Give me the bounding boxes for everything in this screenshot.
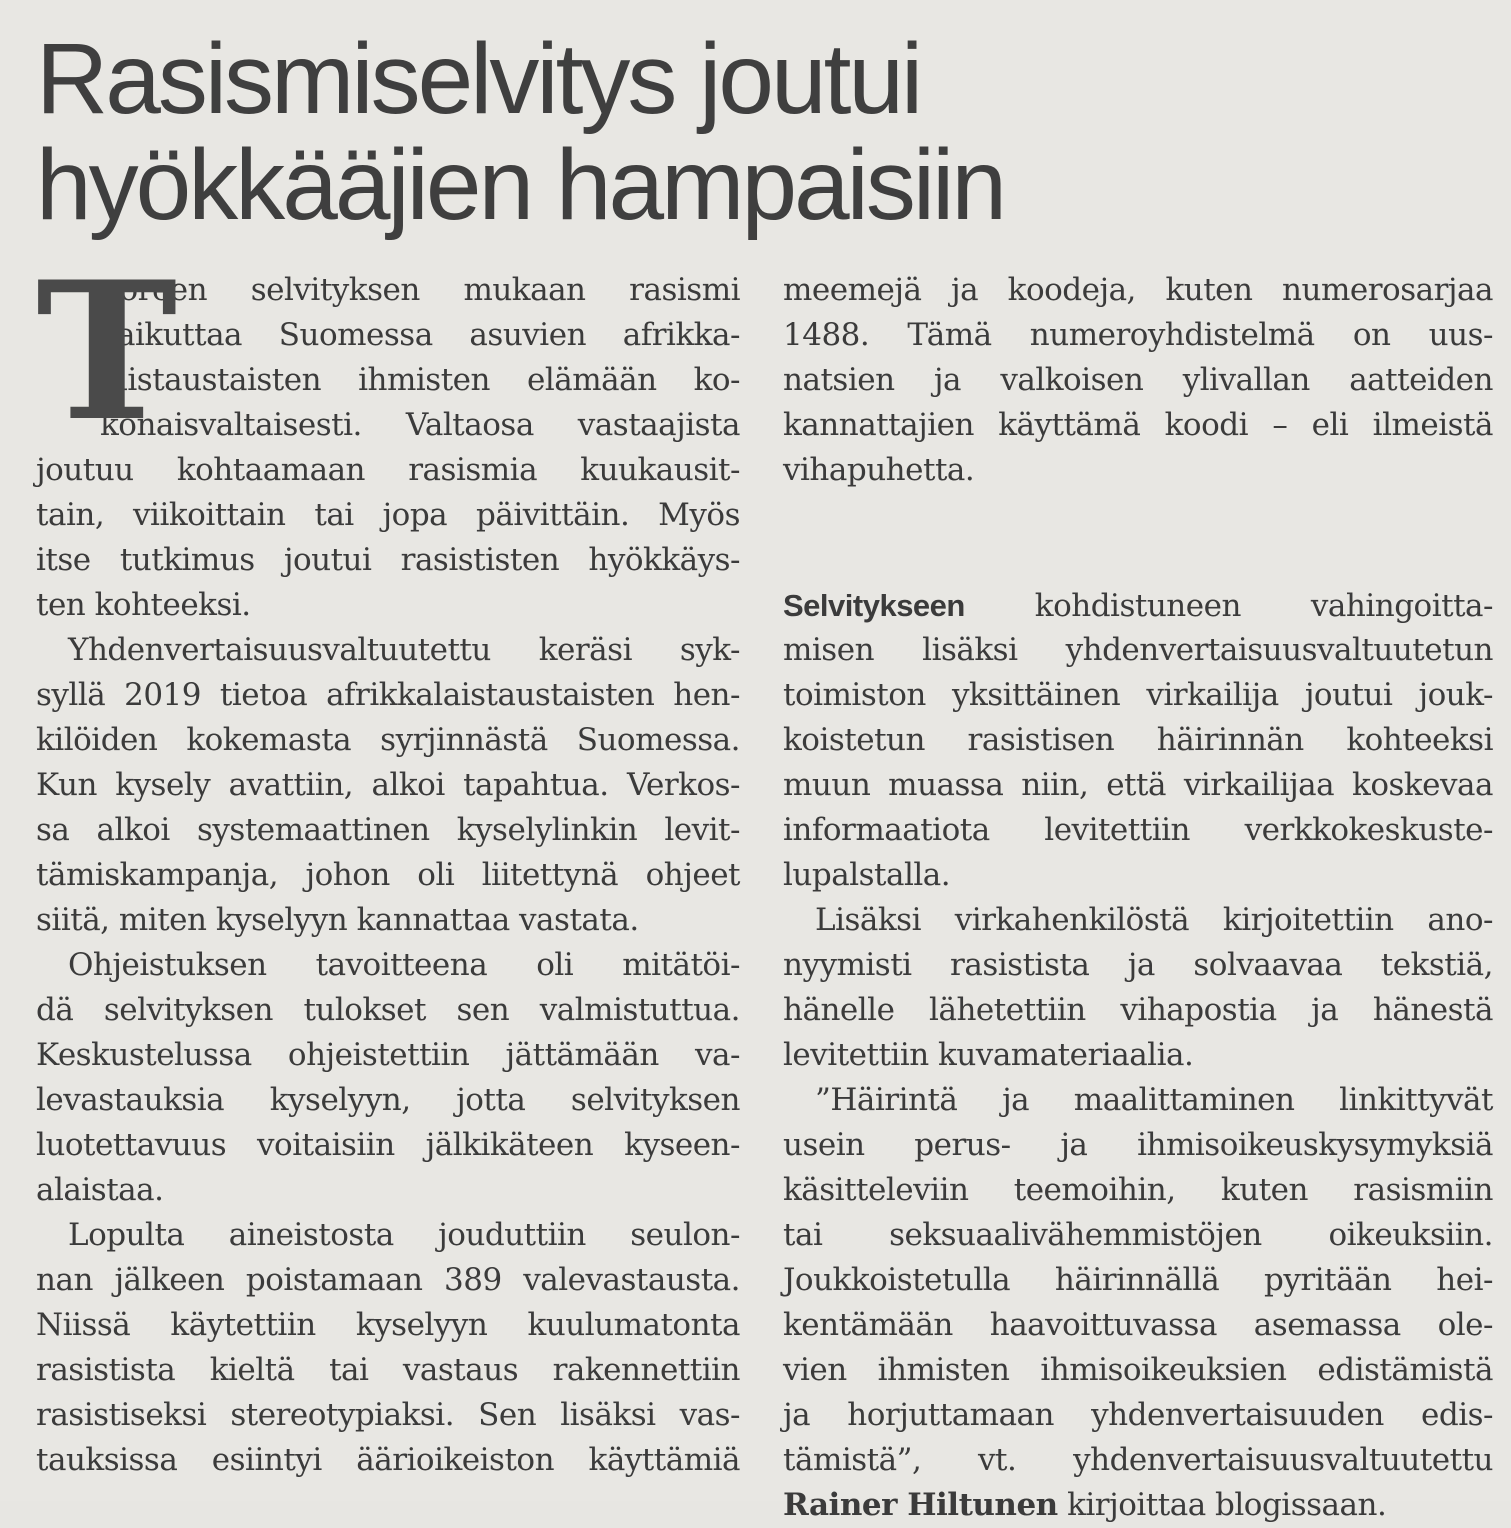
headline-line-2: hyökkääjien hampaisiin (36, 129, 1004, 241)
text-line: levastauksia kyselyyn, jotta selvityksen (36, 1082, 740, 1118)
headline (36, 23, 1004, 241)
text-line: Lisäksi virkahenkilöstä kirjoitettiin ano- (815, 902, 1493, 938)
text-line (783, 583, 1493, 628)
text-line: Keskustelussa ohjeistettiin jättämään va- (36, 1037, 740, 1073)
text-line: 1488. Tämä numeroyhdistelmä on uus- (783, 317, 1493, 353)
text-line: meemejä ja koodeja, kuten numerosarjaa (783, 272, 1493, 308)
text-line: ”Häirintä ja maalittaminen linkittyvät (815, 1082, 1493, 1118)
text-line: koistetun rasistisen häirinnän kohteeksi (783, 722, 1493, 758)
text-line: levitettiin kuvamateriaalia. (783, 1037, 1194, 1073)
text-line: dä selvityksen tulokset sen valmistuttua. (36, 992, 740, 1028)
text-line: nyymisti rasistista ja solvaavaa tekstiä, (783, 947, 1493, 983)
text-line: kannattajien käyttämä koodi – eli ilmeistä (783, 407, 1493, 443)
text-line: Joukkoistetulla häirinnällä pyritään hei- (783, 1262, 1493, 1298)
text-line: uoreen selvityksen mukaan rasismi (100, 272, 740, 308)
text-line: ten kohteeksi. (36, 587, 251, 623)
text-line: muun muassa niin, että virkailijaa koskevaa (783, 767, 1493, 803)
text-line: käsitteleviin teemoihin, kuten rasismiin (783, 1172, 1493, 1208)
text-line: Lopulta aineistosta jouduttiin seulon- (68, 1217, 740, 1253)
text-line: joutuu kohtaamaan rasismia kuukausit- (36, 452, 740, 488)
text-line: hänelle lähetettiin vihapostia ja hänestä (783, 992, 1493, 1028)
text-line (783, 1483, 1493, 1528)
text-line: misen lisäksi yhdenvertaisuusvaltuutetun (783, 632, 1493, 668)
text-line: kilöiden kokemasta syrjinnästä Suomessa. (36, 722, 740, 758)
text-line: vihapuhetta. (783, 452, 975, 488)
text-line: informaatiota levitettiin verkkokeskuste- (783, 812, 1493, 848)
headline-line-1: Rasismiselvitys joutui (36, 23, 921, 135)
text-fragment: kohdistuneen vahingoitta- (964, 588, 1493, 624)
text-line: konaisvaltaisesti. Valtaosa vastaajista (100, 407, 740, 443)
text-line: Yhdenvertaisuusvaltuutettu keräsi syk- (68, 632, 740, 668)
text-line: vaikuttaa Suomessa asuvien afrikka- (100, 317, 740, 353)
text-line: toimiston yksittäinen virkailija joutui jouk- (783, 677, 1493, 713)
text-fragment: kirjoittaa blogissaan. (1057, 1487, 1387, 1523)
section-break (783, 538, 1493, 583)
text-line: luotettavuus voitaisiin jälkikäteen kyseen- (36, 1127, 740, 1163)
text-line: alaistaa. (36, 1172, 164, 1208)
subhead-lead-in: Selvitykseen (783, 588, 965, 623)
text-line: rasistiseksi stereotypiaksi. Sen lisäksi vas- (36, 1397, 740, 1433)
text-line: natsien ja valkoisen ylivallan aatteiden (783, 362, 1493, 398)
text-line: ja horjuttamaan yhdenvertaisuuden edis- (783, 1397, 1493, 1433)
text-line: laistaustaisten ihmisten elämään ko- (100, 362, 740, 398)
section-break (783, 493, 1493, 538)
text-line: tämistä”, vt. yhdenvertaisuusvaltuutettu (783, 1442, 1493, 1478)
text-line: tain, viikoittain tai jopa päivittäin. Myös (36, 497, 740, 533)
text-line: usein perus- ja ihmisoikeuskysymyksiä (783, 1127, 1493, 1163)
article-column-left (36, 240, 740, 1483)
text-line: kentämään haavoittuvassa asemassa ole- (783, 1307, 1493, 1343)
text-line: Niissä käytettiin kyselyyn kuulumatonta (36, 1307, 740, 1343)
text-line: vien ihmisten ihmisoikeuksien edistämistä (783, 1352, 1493, 1388)
drop-cap: T (36, 240, 177, 463)
text-line: sa alkoi systemaattinen kyselylinkin levit- (36, 812, 740, 848)
text-line: Kun kysely avattiin, alkoi tapahtua. Verkos- (36, 767, 740, 803)
text-line: nan jälkeen poistamaan 389 valevastausta. (36, 1262, 740, 1298)
text-line: rasistista kieltä tai vastaus rakennettiin (36, 1352, 740, 1388)
text-line: itse tutkimus joutui rasististen hyökkäys- (36, 542, 740, 578)
text-line: tämiskampanja, johon oli liitettynä ohjeet (36, 857, 740, 893)
text-line: tai seksuaalivähemmistöjen oikeuksiin. (783, 1217, 1493, 1253)
text-line: lupalstalla. (783, 857, 951, 893)
text-line: tauksissa esiintyi äärioikeiston käyttämiä (36, 1442, 740, 1478)
text-line: syllä 2019 tietoa afrikkalaistaustaisten hen- (36, 677, 740, 713)
text-line: Ohjeistuksen tavoitteena oli mitätöi- (68, 947, 740, 983)
text-line: siitä, miten kyselyyn kannattaa vastata. (36, 902, 639, 938)
article-column-right (783, 268, 1493, 1528)
author-name: Rainer Hiltunen (783, 1487, 1058, 1523)
